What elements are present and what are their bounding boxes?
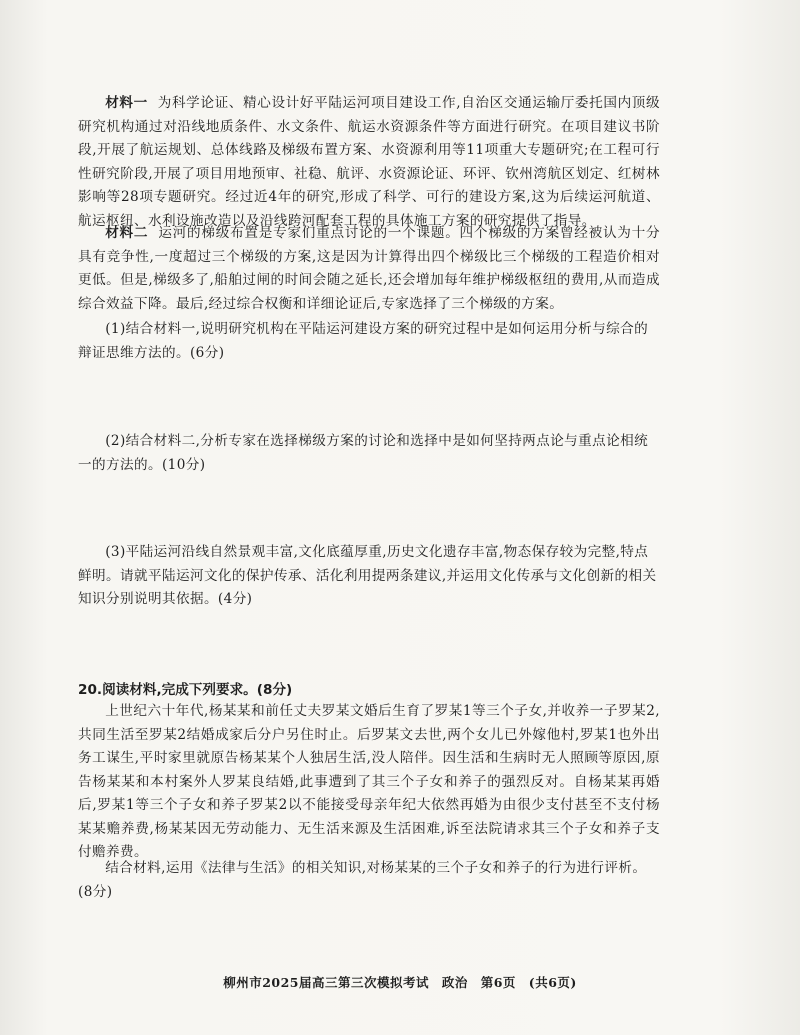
- question-20-material-text: 上世纪六十年代,杨某某和前任丈夫罗某文婚后生育了罗某1等三个子女,并收养一子罗某2,共同生活至罗某2结婚成家后分户另住时止。后罗某文去世,两个女儿已外嫁他村,罗某1也外出务工谋生,平时家里就原告杨某某个人独居生活,没人陪伴。因生活和生病时无人照顾等原因,原告杨某某和本村案外人罗某良结婚,此事遭到了其三个子女和养子的强烈反对。自杨某某再婚后,罗某1等三个子女和养子罗某2以不能接受母亲年纪大依然再婚为由很少支付甚至不支付杨某某赡养费,杨某某因无劳动能力、无生活来源及生活困难,诉至法院请求其三个子女和养子支付赡养费。: [78, 703, 660, 860]
- material-two-text: 运河的梯级布置是专家们重点讨论的一个课题。四个梯级的方案曾经被认为十分具有竞争性,一度超过三个梯级的方案,这是因为计算得出四个梯级比三个梯级的工程造价相对更低。但是,梯级多了,船舶过闸的时间会随之延长,还会增加每年维护梯级枢纽的费用,从而造成综合效益下降。最后,经过综合权衡和详细论证后,专家选择了三个梯级的方案。: [78, 225, 660, 312]
- material-one-text: 为科学论证、精心设计好平陆运河项目建设工作,自治区交通运输厅委托国内顶级研究机构通过对沿线地质条件、水文条件、航运水资源条件等方面进行研究。在项目建议书阶段,开展了航运规划、总体线路及梯级布置方案、水资源利用等11项重大专题研究;在工程可行性研究阶段,开展了项目用地预审、社稳、航评、水资源论证、环评、钦州湾航区划定、红树林影响等28项专题研究。经过近4年的研究,形成了科学、可行的建设方案,这为后续运河航道、航运枢纽、水利设施改造以及沿线跨河配套工程的具体施工方案的研究提供了指导。: [78, 95, 660, 229]
- footer-exam-name: 柳州市2025届高三第三次模拟考试: [223, 975, 429, 990]
- material-one-label: 材料一: [105, 95, 148, 111]
- footer-total-pages: (共6页): [528, 975, 577, 990]
- question-20-prompt: 结合材料,运用《法律与生活》的相关知识,对杨某某的三个子女和养子的行为进行评析。(8分): [78, 860, 647, 900]
- material-two-label: 材料二: [105, 225, 149, 241]
- page-footer: [0, 973, 800, 991]
- question-2: (2)结合材料二,分析专家在选择梯级方案的讨论和选择中是如何坚持两点论与重点论相统一的方法的。(10分): [78, 433, 649, 473]
- material-two: [78, 222, 660, 316]
- material-one: [78, 92, 660, 233]
- question-20-title: 20.阅读材料,完成下列要求。(8分): [78, 682, 293, 698]
- footer-subject: 政治: [441, 975, 468, 990]
- question-3: (3)平陆运河沿线自然景观丰富,文化底蕴厚重,历史文化遗存丰富,物态保存较为完整,特点鲜明。请就平陆运河文化的保护传承、活化利用提两条建议,并运用文化传承与文化创新的相关知识分别说明其依据。(4分): [78, 544, 657, 607]
- question-20-material: [78, 700, 660, 865]
- question-1: (1)结合材料一,说明研究机构在平陆运河建设方案的研究过程中是如何运用分析与综合的辩证思维方法的。(6分): [78, 321, 649, 361]
- footer-page-number: 第6页: [480, 975, 516, 990]
